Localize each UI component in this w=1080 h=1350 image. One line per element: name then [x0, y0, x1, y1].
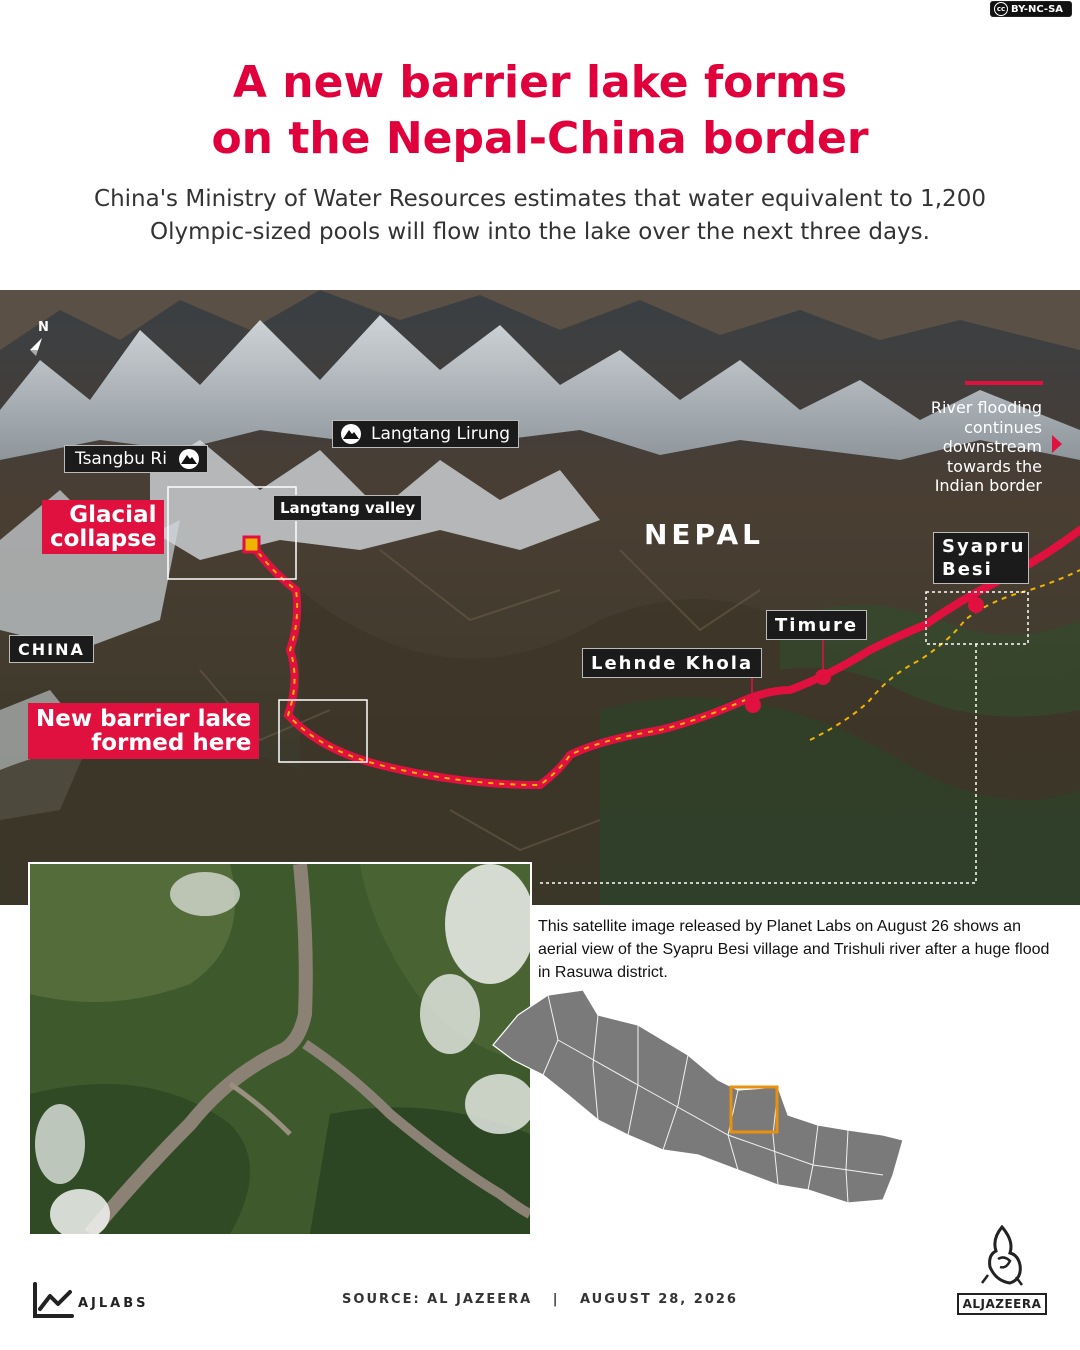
inset-caption: This satellite image released by Planet Labs on August 26 shows an aerial view of the Syapru Besi village and Trishuli river after a huge flood in Rasuwa district. [538, 918, 1050, 981]
mountain-icon [339, 424, 363, 444]
title-line-1: A new barrier lake forms [232, 57, 848, 108]
place-line-1: Syapru [942, 536, 1026, 557]
country-label-china: CHINA [9, 635, 94, 663]
title-line-2: on the Nepal-China border [211, 113, 869, 164]
place-line-2: Besi [942, 559, 993, 580]
publish-date: AUGUST 28, 2026 [580, 1292, 738, 1307]
place-label-langtang-valley: Langtang valley [273, 495, 422, 521]
callout-line-2: formed here [91, 730, 252, 756]
place-label-syapru-besi [933, 532, 1029, 584]
barrier-lake-callout [28, 703, 259, 759]
aljazeera-logo [952, 1225, 1052, 1320]
satellite-image [30, 864, 530, 1234]
callout-line-2: collapse [50, 526, 157, 552]
page-title [0, 55, 1080, 167]
callout-line-1: New barrier lake [36, 706, 252, 732]
glacial-collapse-callout [42, 500, 164, 554]
note-line: downstream [942, 437, 1042, 456]
downstream-note [880, 398, 1042, 496]
nepal-outline [488, 985, 918, 1215]
note-line: Indian border [934, 476, 1042, 495]
subtitle-line-2: Olympic-sized pools will flow into the lake over the next three days. [150, 219, 930, 245]
place-label-lehnde-khola: Lehnde Khola [582, 648, 762, 678]
nepal-locator-map [488, 985, 918, 1215]
terrain-map-graphic [0, 290, 1080, 905]
callout-line-1: Glacial [69, 502, 157, 528]
note-line: River flooding [930, 398, 1042, 417]
peak-label-langtang-lirung [332, 420, 519, 448]
satellite-inset-photo [28, 862, 532, 1236]
note-line: towards the [946, 456, 1042, 476]
syapru-besi-pin [968, 597, 984, 613]
glacial-collapse-marker [244, 537, 259, 552]
ajlabs-wordmark: AJLABS [78, 1296, 149, 1311]
peak-label-tsangbu-ri [64, 445, 208, 473]
license-text: BY-NC-SA [1011, 3, 1064, 15]
license-badge [990, 1, 1072, 17]
page-subtitle [40, 183, 1040, 249]
place-label-timure: Timure [766, 610, 867, 640]
source-line [0, 1292, 1080, 1307]
terrain-map [0, 290, 1080, 905]
source-text: SOURCE: AL JAZEERA [342, 1292, 533, 1307]
mountain-icon [177, 449, 201, 469]
note-line: continues [964, 417, 1042, 437]
aljazeera-wordmark: ALJAZEERA [957, 1293, 1047, 1315]
country-label-nepal: NEPAL [644, 518, 765, 551]
subtitle-line-1: China's Ministry of Water Resources estimates that water equivalent to 1,200 [94, 186, 986, 212]
north-label: N [38, 320, 49, 335]
peak-name: Tsangbu Ri [75, 449, 167, 469]
aljazeera-calligraphy-icon [952, 1225, 1052, 1289]
source-separator: | [552, 1292, 560, 1307]
creative-commons-icon: cc [994, 2, 1008, 16]
peak-name: Langtang Lirung [371, 424, 511, 444]
